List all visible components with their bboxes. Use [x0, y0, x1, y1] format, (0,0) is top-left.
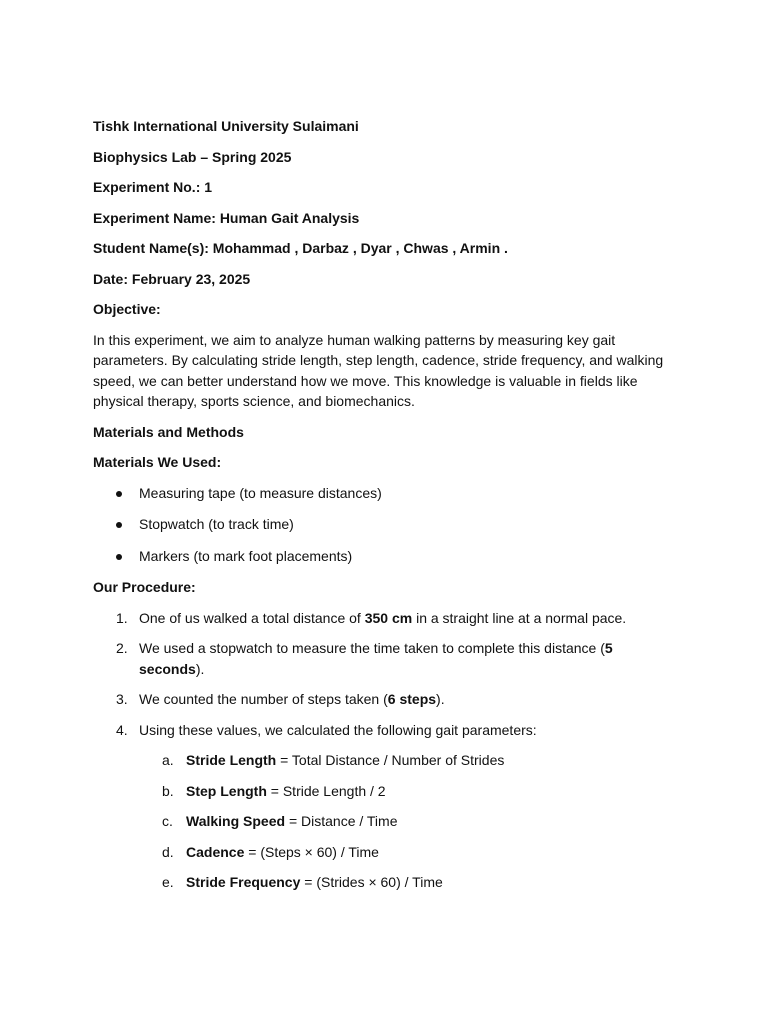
list-item: [139, 781, 673, 802]
step-text: We counted the number of steps taken (: [139, 691, 388, 707]
list-item: [93, 608, 673, 629]
list-item: [93, 483, 673, 504]
formula-text: = (Steps × 60) / Time: [244, 843, 379, 860]
list-item: [93, 689, 673, 710]
bullet-icon: [116, 554, 122, 560]
formula-text: = (Strides × 60) / Time: [300, 874, 443, 890]
formula-text: = Total Distance / Number of Strides: [276, 752, 505, 768]
formula-term: Stride Frequency: [186, 874, 301, 890]
procedure-list: [93, 608, 673, 893]
formula-letter: c.: [162, 813, 173, 829]
step-value: 350 cm: [364, 609, 413, 626]
step-text: We used a stopwatch to measure the time taken to complete this distance (: [139, 640, 605, 656]
step-number: 1.: [116, 609, 128, 626]
lab-name: Biophysics Lab – Spring 2025: [93, 148, 292, 165]
objective-text: In this experiment, we aim to analyze human walking patterns by measuring key gait parameters. By calculating stride length, step length, cadence, stride frequency, and walking speed, we can better understand how we move. This knowledge is valuable in fields like physical therapy, sports science, and biomechanics.: [93, 331, 664, 409]
list-item: [139, 811, 673, 832]
formula-text: = Distance / Time: [285, 813, 398, 829]
materials-heading: Materials We Used:: [93, 454, 222, 470]
experiment-number: Experiment No.: 1: [93, 179, 213, 195]
list-item: [139, 842, 673, 863]
step-number: 2.: [116, 640, 128, 656]
list-item: [93, 546, 673, 567]
document-page: [93, 116, 673, 903]
material-text: Markers (to mark foot placements): [139, 547, 353, 564]
step-text: Using these values, we calculated the following gait parameters:: [139, 721, 537, 738]
formula-term: Cadence: [186, 843, 245, 860]
formula-list: [139, 750, 673, 893]
step-text: in a straight line at a normal pace.: [412, 609, 627, 626]
step-number: 3.: [116, 691, 128, 707]
list-item: [93, 720, 673, 893]
list-item: [93, 638, 673, 679]
list-item: [139, 872, 673, 893]
materials-list: [93, 483, 673, 567]
material-text: Measuring tape (to measure distances): [139, 484, 382, 501]
step-text: One of us walked a total distance of: [139, 609, 365, 626]
university-name: Tishk International University Sulaimani: [93, 118, 359, 134]
step-text: ).: [195, 660, 205, 677]
bullet-icon: [116, 491, 122, 497]
formula-letter: d.: [162, 843, 174, 860]
step-value: 5 seconds: [139, 640, 613, 677]
formula-letter: e.: [162, 874, 174, 890]
formula-text: = Stride Length / 2: [266, 782, 386, 799]
report-date: Date: February 23, 2025: [93, 270, 251, 287]
formula-letter: b.: [162, 782, 174, 799]
step-value: 6 steps: [387, 691, 437, 707]
step-number: 4.: [116, 721, 128, 738]
formula-term: Stride Length: [186, 752, 277, 768]
objective-heading: Objective:: [93, 301, 161, 317]
student-names: Student Name(s): Mohammad , Darbaz , Dyar , Chwas , Armin .: [93, 240, 508, 256]
list-item: [139, 750, 673, 771]
step-text: ).: [436, 691, 445, 707]
formula-term: Walking Speed: [186, 813, 286, 829]
list-item: [93, 514, 673, 535]
formula-term: Step Length: [186, 782, 267, 799]
experiment-name: Experiment Name: Human Gait Analysis: [93, 209, 360, 226]
bullet-icon: [116, 522, 122, 528]
formula-letter: a.: [162, 752, 174, 768]
procedure-heading: Our Procedure:: [93, 579, 196, 595]
material-text: Stopwatch (to track time): [139, 516, 294, 532]
materials-methods-heading: Materials and Methods: [93, 423, 244, 440]
